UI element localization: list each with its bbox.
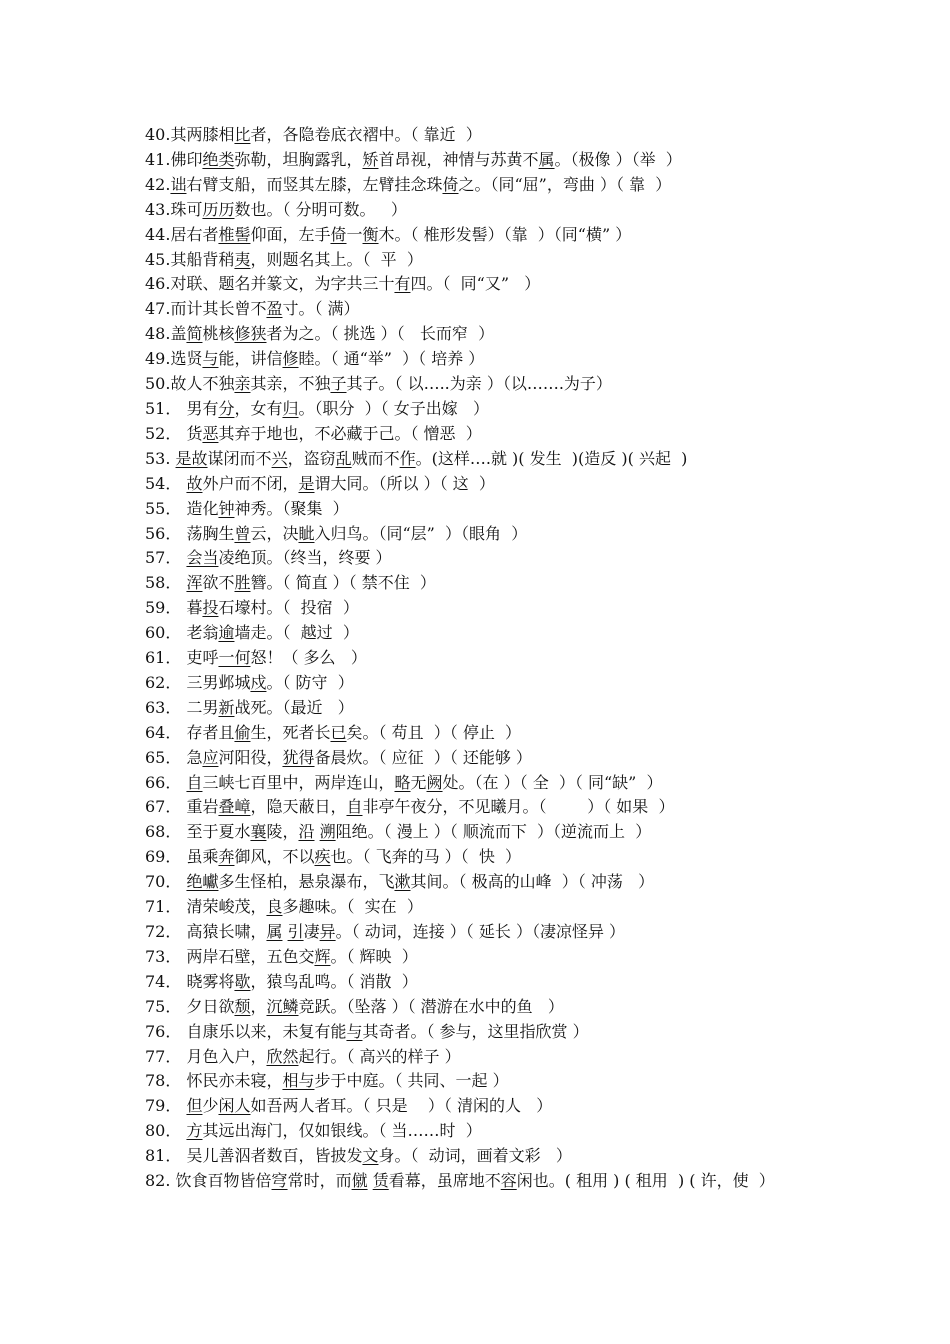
text-line [145, 746, 817, 771]
text-line [145, 1020, 817, 1045]
underlined-term: 盈 [266, 299, 283, 319]
text-segment: 非亭午夜分，不见曦月。（ ）（ 如果 ） [362, 797, 675, 817]
text-line [145, 1069, 817, 1094]
underlined-term: 歇 [234, 971, 251, 991]
text-segment: 78． 怀民亦未寝， [145, 1071, 283, 1091]
text-segment: ，则题名其上。（ 平 ） [250, 249, 423, 269]
text-segment: 55． 造化 [145, 498, 219, 518]
underlined-term: 恶 [202, 423, 219, 443]
text-segment: 战死。（最近 ） [234, 697, 354, 717]
text-segment: 64． 存者且 [145, 722, 235, 742]
text-line [145, 870, 817, 895]
text-line [145, 347, 817, 372]
text-segment: 59． 暮 [145, 598, 203, 618]
text-segment: 之。（同“屈”，弯曲 ）（ 靠 ） [458, 174, 672, 194]
text-line [145, 820, 817, 845]
text-segment: 80． [145, 1121, 187, 1141]
text-segment: 簪。（ 简直 ）（ 禁不住 ） [250, 573, 436, 593]
text-segment: 61． 吏呼 [145, 648, 219, 668]
text-line [145, 223, 817, 248]
text-line [145, 596, 817, 621]
text-segment: 贼而不 [351, 448, 400, 468]
text-segment: 48.盖 [145, 324, 187, 344]
text-segment: 45.其船背稍 [145, 249, 235, 269]
text-segment: 50.故人不独 [145, 374, 235, 394]
text-segment: 。（极像 ）（举 ） [554, 149, 682, 169]
text-line [145, 272, 817, 297]
text-segment: 少 [202, 1096, 219, 1116]
underlined-term: 属 [266, 922, 283, 941]
text-segment: 67． 重岩 [145, 797, 219, 817]
underlined-term: 有 [394, 274, 411, 294]
text-segment: 谋闭而不 [207, 448, 272, 468]
text-segment: ，猿鸟乱鸣。（ 消散 ） [250, 971, 418, 991]
text-segment: 如吾两人者耳。（ 只是 ）（ 清闲的人 ） [250, 1096, 553, 1116]
underlined-term: 倚 [442, 174, 459, 194]
underlined-term: 浑 [186, 573, 203, 593]
text-segment: 数也。（ 分明可数。 ） [234, 199, 407, 219]
text-line [145, 970, 817, 995]
text-segment: 云，决 [250, 523, 299, 543]
text-segment: 。（ 辉映 ） [330, 946, 418, 966]
text-line [145, 771, 817, 796]
underlined-term: 偷 [234, 722, 251, 742]
text-segment: 72． 高猿长啸， [145, 922, 267, 941]
underlined-term: 溯 [319, 822, 336, 842]
text-line [145, 522, 817, 547]
text-segment: 弥勒，坦胸露乳， [234, 149, 363, 169]
underlined-term: 欣然 [266, 1046, 299, 1066]
text-line [145, 198, 817, 223]
text-segment: 49.选贤 [145, 349, 203, 369]
underlined-term: 兴 [271, 448, 288, 468]
text-line [145, 447, 817, 472]
text-segment: 74． 晓雾将 [145, 971, 235, 991]
underlined-term: 僦 [351, 1171, 368, 1191]
text-segment: 66． [145, 772, 187, 792]
underlined-term: 自 [186, 772, 203, 792]
text-line [145, 945, 817, 970]
text-segment: 神秀。（聚集 ） [234, 498, 349, 518]
text-segment: 者，各隐卷底衣褶中。（ 靠近 ） [250, 125, 482, 144]
underlined-term: 相与 [282, 1071, 315, 1091]
underlined-term: 胜 [234, 573, 251, 593]
text-segment: 41.佛印 [145, 149, 203, 169]
underlined-term: 文 [362, 1146, 379, 1166]
text-line [145, 372, 817, 397]
text-segment: 47.而计其长曾不 [145, 299, 267, 319]
underlined-term: 已 [330, 722, 347, 742]
underlined-term: 子 [330, 374, 347, 394]
underlined-term: 新 [218, 697, 235, 717]
underlined-term: 倚 [330, 224, 347, 244]
text-segment: 65． 急 [145, 747, 203, 767]
underlined-term: 沿 [298, 822, 315, 842]
underlined-term: 叠嶂 [218, 797, 251, 817]
underlined-term: 引 [287, 922, 304, 941]
text-segment: 43.珠可 [145, 199, 203, 219]
underlined-term: 但 [186, 1096, 203, 1116]
text-segment: 75． 夕日欲 [145, 996, 235, 1016]
text-segment: 看幕，虽席地不 [388, 1171, 501, 1191]
text-segment: 57． [145, 548, 187, 568]
text-segment: 闲也。( 租用 ) ( 租用 ) ( 许，使 ） [516, 1171, 775, 1191]
underlined-term: 穹 [271, 1171, 288, 1191]
text-line [145, 995, 817, 1020]
text-line [145, 920, 817, 945]
text-segment: 右臂支船，而竖其左膝，左臂挂念珠 [186, 174, 443, 194]
underlined-term: 诎 [170, 174, 187, 194]
text-segment: 52． 货 [145, 423, 203, 443]
underlined-term: 乱 [335, 448, 352, 468]
underlined-term: 修 [282, 349, 299, 369]
text-segment: 备晨炊。（ 应征 ）（ 还能够 ） [314, 747, 532, 767]
underlined-term: 沉鳞 [266, 996, 299, 1016]
underlined-term: 衡 [362, 224, 379, 244]
text-line [145, 173, 817, 198]
text-line [145, 895, 817, 920]
text-segment: 御风，不以 [234, 847, 315, 867]
text-segment: 怒！（ 多么 ） [250, 648, 367, 668]
text-segment: 76． 自康乐以来，未复有能 [145, 1021, 347, 1041]
text-segment: 矣。（ 苟且 ）（ 停止 ） [346, 722, 522, 742]
text-line [145, 795, 817, 820]
underlined-term: 分 [218, 398, 235, 418]
underlined-term: 归 [282, 398, 299, 418]
text-line [145, 671, 817, 696]
text-segment: 73． 两岸石壁，五色交 [145, 946, 315, 966]
text-segment: 。（职分 ）（ 女子出嫁 ） [298, 398, 490, 418]
text-segment: 入归鸟。（同“层” ）（眼角 ） [314, 523, 528, 543]
underlined-term: 容 [500, 1171, 517, 1191]
underlined-term: 奔 [218, 847, 235, 867]
text-segment: 其弃于地也，不必藏于己。（ 憎恶 ） [218, 423, 482, 443]
text-segment: 81． 吴儿善泅者数百，皆披发 [145, 1146, 363, 1166]
underlined-term: 绝类 [202, 149, 235, 169]
text-segment: 凌绝顶。（终当，终要 ） [218, 548, 392, 568]
text-segment: 寸。（ 满） [282, 299, 360, 319]
text-line [145, 721, 817, 746]
underlined-term: 投 [202, 598, 219, 618]
text-segment: 40.其两膝相 [145, 125, 235, 144]
underlined-term: 眦 [298, 523, 315, 543]
text-segment: 82. 饮食百物皆倍 [145, 1171, 272, 1191]
text-segment: 首昂视，神情与苏黄不 [378, 149, 539, 169]
text-segment: 其奇者。（ 参与，这里指欣赏 ） [362, 1021, 589, 1041]
text-segment: 生，死者长 [250, 722, 331, 742]
underlined-term: 矫 [362, 149, 379, 169]
text-segment: 步于中庭。（ 共同、一起 ） [314, 1071, 509, 1091]
text-line [145, 123, 817, 148]
underlined-term: 修狭 [234, 324, 267, 344]
text-line [145, 1094, 817, 1119]
text-segment: 46.对联、题名并篆文，为字共三十 [145, 274, 395, 294]
text-segment: 身。（ 动词，画着文彩 ） [378, 1146, 572, 1166]
underlined-term: 赁 [372, 1171, 389, 1191]
text-segment: 其亲，不独 [250, 374, 331, 394]
underlined-term: 略 [394, 772, 411, 792]
text-line [145, 297, 817, 322]
text-line [145, 1169, 817, 1194]
text-segment: 桃核 [202, 324, 235, 344]
text-segment: 69． 虽乘 [145, 847, 219, 867]
underlined-term: 绝巘 [186, 872, 219, 892]
text-segment: 。（ 防守 ） [266, 672, 354, 692]
underlined-term: 历历 [202, 199, 235, 219]
underlined-term: 曾 [234, 523, 251, 543]
text-segment: 62． 三男邺城 [145, 672, 251, 692]
text-segment: 无 [410, 772, 427, 792]
text-segment: 墙走。（ 越过 ） [234, 623, 359, 643]
text-segment: 凄 [303, 922, 320, 941]
underlined-term: 一何 [218, 648, 251, 668]
underlined-term: 漱 [394, 872, 411, 892]
text-line [145, 1045, 817, 1070]
underlined-term: 闲人 [218, 1096, 251, 1116]
underlined-term: 椎髻 [218, 224, 251, 244]
text-segment: 51． 男有 [145, 398, 219, 418]
underlined-term: 比 [234, 125, 251, 144]
text-segment: 56． 荡胸生 [145, 523, 235, 543]
text-segment: ， [250, 996, 267, 1016]
underlined-term: 襄 [250, 822, 267, 842]
text-line [145, 472, 817, 497]
text-segment: 陵， [266, 822, 299, 842]
text-segment: 。（ 动词，连接 ）（ 延长 ）（凄凉怪异 ） [335, 922, 626, 941]
text-line [145, 148, 817, 173]
text-segment: 起行。（ 高兴的样子 ） [298, 1046, 461, 1066]
text-line [145, 845, 817, 870]
underlined-term: 属 [538, 149, 555, 169]
text-line [145, 571, 817, 596]
text-segment: 53. [145, 448, 176, 468]
text-line [145, 1144, 817, 1169]
underlined-term: 犹得 [282, 747, 315, 767]
text-line [145, 397, 817, 422]
text-segment: 河阳役， [218, 747, 283, 767]
text-line [145, 422, 817, 447]
underlined-term: 戍 [250, 672, 267, 692]
text-segment: ，女有 [234, 398, 283, 418]
underlined-term: 与 [202, 349, 219, 369]
text-segment: 58． [145, 573, 187, 593]
underlined-term: 阙 [426, 772, 443, 792]
text-segment: 68． 至于夏水 [145, 822, 251, 842]
text-segment: 。(这样….就 )( 发生 )(造反 )( 兴起 ) [415, 448, 688, 468]
text-segment: 能，讲信 [218, 349, 283, 369]
text-segment: 石壕村。（ 投宿 ） [218, 598, 359, 618]
underlined-term: 钟 [218, 498, 235, 518]
underlined-term: 是 [298, 473, 315, 493]
text-segment: 多生怪柏，悬泉瀑布，飞 [218, 872, 395, 892]
text-line [145, 621, 817, 646]
text-segment: 谓大同。（所以 ）（ 这 ） [314, 473, 495, 493]
text-segment: 42. [145, 174, 171, 194]
text-line [145, 248, 817, 273]
underlined-term: 异 [319, 922, 336, 941]
text-segment: 54． [145, 473, 187, 493]
text-segment: 一 [346, 224, 363, 244]
underlined-term: 夷 [234, 249, 251, 269]
underlined-term: 会当 [186, 548, 219, 568]
text-line [145, 546, 817, 571]
underlined-term: 与 [346, 1021, 363, 1041]
text-segment: ，盗窃 [287, 448, 336, 468]
text-line [145, 696, 817, 721]
underlined-term: 简 [186, 324, 203, 344]
text-segment: 仰面，左手 [250, 224, 331, 244]
text-segment: 也。（ 飞奔的马 ）（ 快 ） [330, 847, 522, 867]
text-segment: 处。（在 ）（ 全 ）（ 同“缺” ） [442, 772, 663, 792]
underlined-term: 自 [346, 797, 363, 817]
text-segment: 71． 清荣峻茂， [145, 897, 267, 917]
text-segment: 常时，而 [287, 1171, 352, 1191]
text-segment: ，隐天蔽日， [250, 797, 347, 817]
text-segment: 睦。（ 通“举” ）（ 培养 ） [298, 349, 485, 369]
text-segment: 欲不 [202, 573, 235, 593]
underlined-term: 疾 [314, 847, 331, 867]
underlined-term: 亲 [234, 374, 251, 394]
underlined-term: 应 [202, 747, 219, 767]
underlined-term: 颓 [234, 996, 251, 1016]
text-segment: 者为之。（ 挑选 ）（ 长而窄 ） [266, 324, 495, 344]
text-segment: 外户而不闭， [202, 473, 299, 493]
underlined-term: 逾 [218, 623, 235, 643]
text-line [145, 646, 817, 671]
text-segment: 木。（ 椎形发髻）（靠 ）（同“横” ） [378, 224, 632, 244]
underlined-term: 故 [186, 473, 203, 493]
underlined-term: 是故 [175, 448, 208, 468]
text-segment: 其远出海门，仅如银线。（ 当……时 ） [202, 1121, 482, 1141]
text-segment: 阻绝。（ 漫上 ）（ 顺流而下 ）（逆流而上 ） [335, 822, 652, 842]
text-line [145, 497, 817, 522]
text-segment: 79． [145, 1096, 187, 1116]
text-line [145, 1119, 817, 1144]
text-segment: 其子。（ 以…..为亲 ）（以…….为子） [346, 374, 612, 394]
underlined-term: 良 [266, 897, 283, 917]
text-segment: 四。（ 同“又” ） [410, 274, 541, 294]
document-page [145, 123, 817, 1194]
text-segment: 其间。（ 极高的山峰 ）（ 冲荡 ） [410, 872, 655, 892]
text-segment: 70． [145, 872, 187, 892]
underlined-term: 辉 [314, 946, 331, 966]
text-segment: 竞跃。（坠落 ）（ 潜游在水中的鱼 ） [298, 996, 564, 1016]
text-segment: 44.居右者 [145, 224, 219, 244]
text-segment: 多趣味。（ 实在 ） [282, 897, 423, 917]
text-line [145, 322, 817, 347]
text-segment: 77． 月色入户， [145, 1046, 267, 1066]
text-segment: 63． 二男 [145, 697, 219, 717]
underlined-term: 方 [186, 1121, 203, 1141]
text-segment: 三峡七百里中，两岸连山， [202, 772, 395, 792]
underlined-term: 作 [399, 448, 416, 468]
text-segment: 60． 老翁 [145, 623, 219, 643]
